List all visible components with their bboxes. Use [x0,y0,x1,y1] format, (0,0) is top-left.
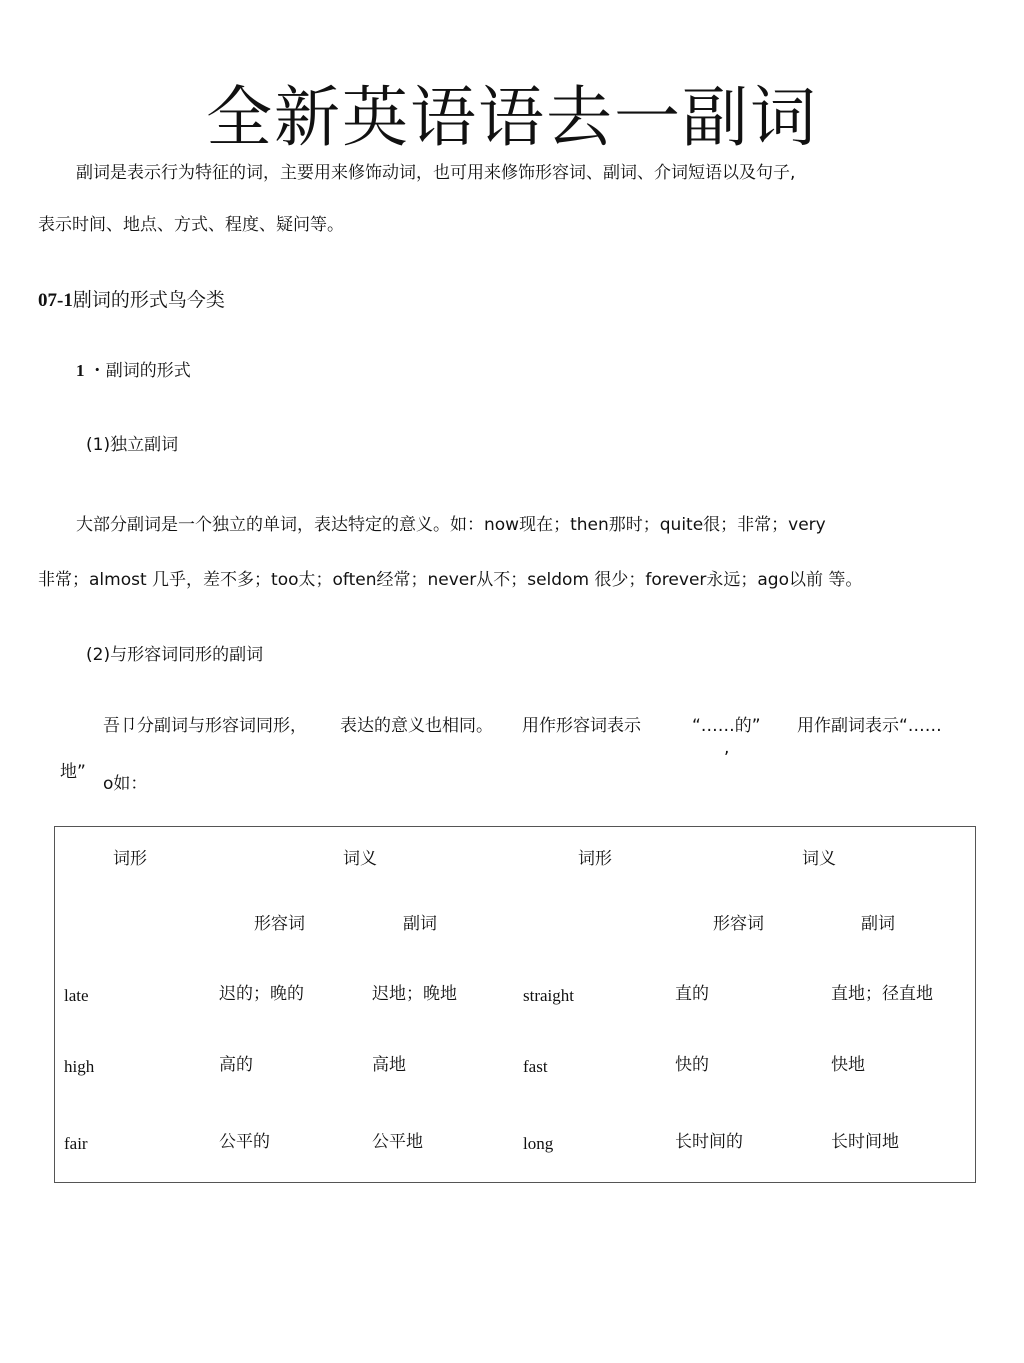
item-2-paragraph-part-2: 表达的意义也相同。 [340,716,493,736]
table-row-3-adverb-1: 公平地 [372,1132,423,1152]
table-subheader-adjective-2: 形容词 [713,914,764,934]
section-number: 07-1 [38,290,73,311]
table-row-2-adjective-2: 快的 [675,1055,709,1075]
subsection-text: ・副词的形式 [88,361,191,381]
item-2-paragraph-line-2b: o如： [103,774,148,794]
table-row-1-word-1: late [64,986,89,1005]
table-row-1-adjective-2: 直的 [675,984,709,1004]
table-row-3-word-1: fair [64,1134,88,1153]
item-2-paragraph-part-1: 吾卩分副词与形容词同形， [103,716,307,736]
item-2-paragraph-part-5: 用作副词表示“…… [797,716,942,736]
table-subheader-adverb-1: 副词 [403,914,437,934]
intro-line-2: 表示时间、地点、方式、程度、疑问等。 [38,215,344,235]
item-1-label: (1)独立副词 [86,435,179,455]
table-subheader-adverb-2: 副词 [861,914,895,934]
item-2-paragraph-comma: , [724,738,730,758]
item-1-paragraph-line-2: 非常；almost 几乎，差不多；too太；often经常；never从不；seldom 很少；forever永远；ago以前 等。 [38,570,863,590]
table-row-1-adjective-1: 迟的；晚的 [219,984,304,1004]
subsection-heading [76,359,191,383]
subsection-number: 1 [76,361,85,380]
table-row-3-adjective-1: 公平的 [219,1132,270,1152]
table-subheader-adjective-1: 形容词 [254,914,305,934]
table-header-meaning-2: 词义 [802,849,836,869]
table-row-2-word-1: high [64,1057,95,1076]
table-row-2-word-2: fast [523,1057,548,1076]
table-row-2-adverb-2: 快地 [831,1055,865,1075]
table-row-3-adverb-2: 长时间地 [831,1132,899,1152]
table-row-1-adverb-2: 直地；径直地 [831,984,933,1004]
item-2-paragraph-line-2a: 地” [60,762,86,782]
table-row-3-word-2: long [523,1134,554,1153]
table-row-1-word-2: straight [523,986,574,1005]
section-heading [38,287,225,314]
word-form-table [54,826,976,1183]
table-row-2-adverb-1: 高地 [372,1055,406,1075]
table-row-2-adjective-1: 高的 [219,1055,253,1075]
table-header-meaning-1: 词义 [343,849,377,869]
table-row-1-adverb-1: 迟地；晚地 [372,984,457,1004]
intro-line-1: 副词是表示行为特征的词，主要用来修饰动词，也可用来修饰形容词、副词、介词短语以及句子, [76,163,796,183]
table-row-3-adjective-2: 长时间的 [675,1132,743,1152]
item-2-paragraph-part-3: 用作形容词表示 [522,716,641,736]
item-1-paragraph-line-1: 大部分副词是一个独立的单词，表达特定的意义。如：now现在；then那时；quite很；非常；very [76,515,826,535]
item-2-paragraph-part-4: “……的” [692,716,761,736]
table-header-word-form-2: 词形 [578,849,612,869]
item-2-label: (2)与形容词同形的副词 [86,645,264,665]
page-title: 全新英语语去一副词 [206,79,818,157]
table-header-word-form-1: 词形 [113,849,147,869]
section-heading-text: 剧词的形式鸟今类 [72,289,225,311]
